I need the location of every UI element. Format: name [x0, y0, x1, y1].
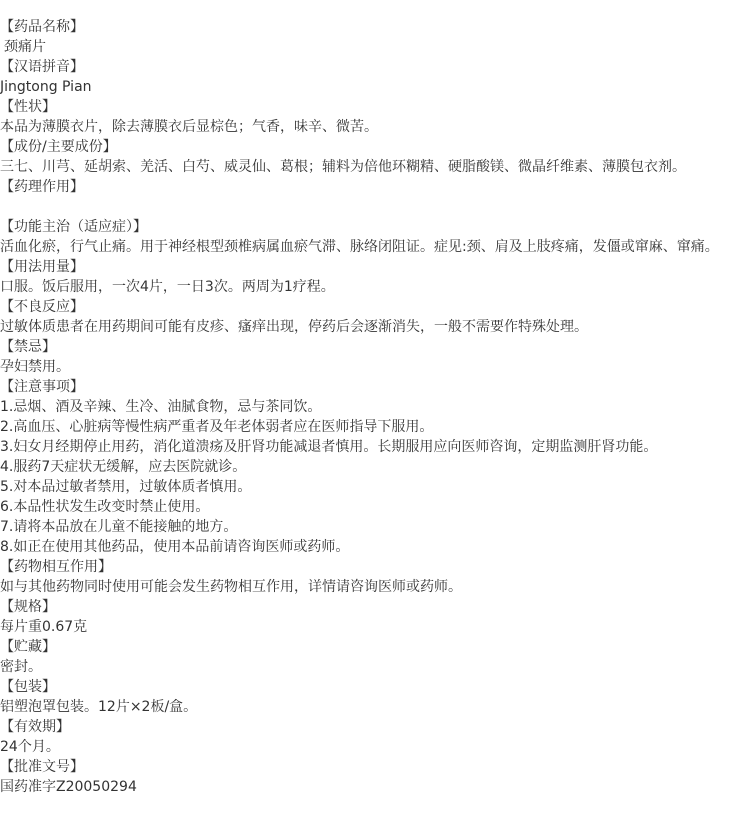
package-value: 铝塑泡罩包装。12片×2板/盒。 [0, 699, 198, 715]
pharmacology-empty-value [0, 197, 750, 217]
interactions-heading: 【药物相互作用】 [0, 559, 112, 575]
storage-heading: 【贮藏】 [0, 639, 56, 655]
pinyin-value: Jingtong Pian [0, 79, 92, 95]
pinyin-heading: 【汉语拼音】 [0, 59, 84, 75]
adverse-reactions-heading: 【不良反应】 [0, 299, 84, 315]
dosage-heading: 【用法用量】 [0, 259, 84, 275]
character-heading: 【性状】 [0, 99, 56, 115]
precaution-item: 3.妇女月经期停止用药，消化道溃疡及肝肾功能减退者慎用。长期服用应向医师咨询，定期监测肝肾功能。 [0, 439, 658, 455]
drug-insert-document [0, 17, 750, 797]
contraindications-value: 孕妇禁用。 [0, 359, 70, 375]
precaution-item: 5.对本品过敏者禁用，过敏体质者慎用。 [0, 479, 252, 495]
precaution-item: 1.忌烟、酒及辛辣、生冷、油腻食物，忌与茶同饮。 [0, 399, 322, 415]
contraindications-heading: 【禁忌】 [0, 339, 56, 355]
ingredients-value: 三七、川芎、延胡索、羌活、白芍、威灵仙、葛根；辅料为倍他环糊精、硬脂酸镁、微晶纤维素、薄膜包衣剂。 [0, 159, 686, 175]
character-value: 本品为薄膜衣片，除去薄膜衣后显棕色；气香，味辛、微苦。 [0, 119, 378, 135]
validity-value: 24个月。 [0, 739, 60, 755]
ingredients-heading: 【成份/主要成份】 [0, 139, 117, 155]
precaution-item: 6.本品性状发生改变时禁止使用。 [0, 499, 210, 515]
indications-heading: 【功能主治（适应症）】 [0, 219, 147, 235]
precautions-heading: 【注意事项】 [0, 379, 84, 395]
storage-value: 密封。 [0, 659, 42, 675]
specification-value: 每片重0.67克 [0, 619, 88, 635]
precaution-item: 4.服药7天症状无缓解，应去医院就诊。 [0, 459, 247, 475]
validity-heading: 【有效期】 [0, 719, 70, 735]
indications-value: 活血化瘀，行气止痛。用于神经根型颈椎病属血瘀气滞、脉络闭阻证。症见:颈、肩及上肢疼痛，发僵或窜麻、窜痛。 [0, 239, 719, 255]
precaution-item: 8.如正在使用其他药品，使用本品前请咨询医师或药师。 [0, 539, 350, 555]
approval-number-value: 国药准字Z20050294 [0, 779, 137, 795]
precaution-item: 2.高血压、心脏病等慢性病严重者及年老体弱者应在医师指导下服用。 [0, 419, 434, 435]
drug-name-value: 颈痛片 [4, 39, 46, 55]
drug-name-heading: 【药品名称】 [0, 19, 84, 35]
specification-heading: 【规格】 [0, 599, 56, 615]
approval-number-heading: 【批准文号】 [0, 759, 84, 775]
package-heading: 【包装】 [0, 679, 56, 695]
precaution-item: 7.请将本品放在儿童不能接触的地方。 [0, 519, 238, 535]
pharmacology-heading: 【药理作用】 [0, 179, 84, 195]
adverse-reactions-value: 过敏体质患者在用药期间可能有皮疹、瘙痒出现，停药后会逐渐消失，一般不需要作特殊处理。 [0, 319, 588, 335]
interactions-value: 如与其他药物同时使用可能会发生药物相互作用，详情请咨询医师或药师。 [0, 579, 462, 595]
dosage-value: 口服。饭后服用，一次4片，一日3次。两周为1疗程。 [0, 279, 335, 295]
